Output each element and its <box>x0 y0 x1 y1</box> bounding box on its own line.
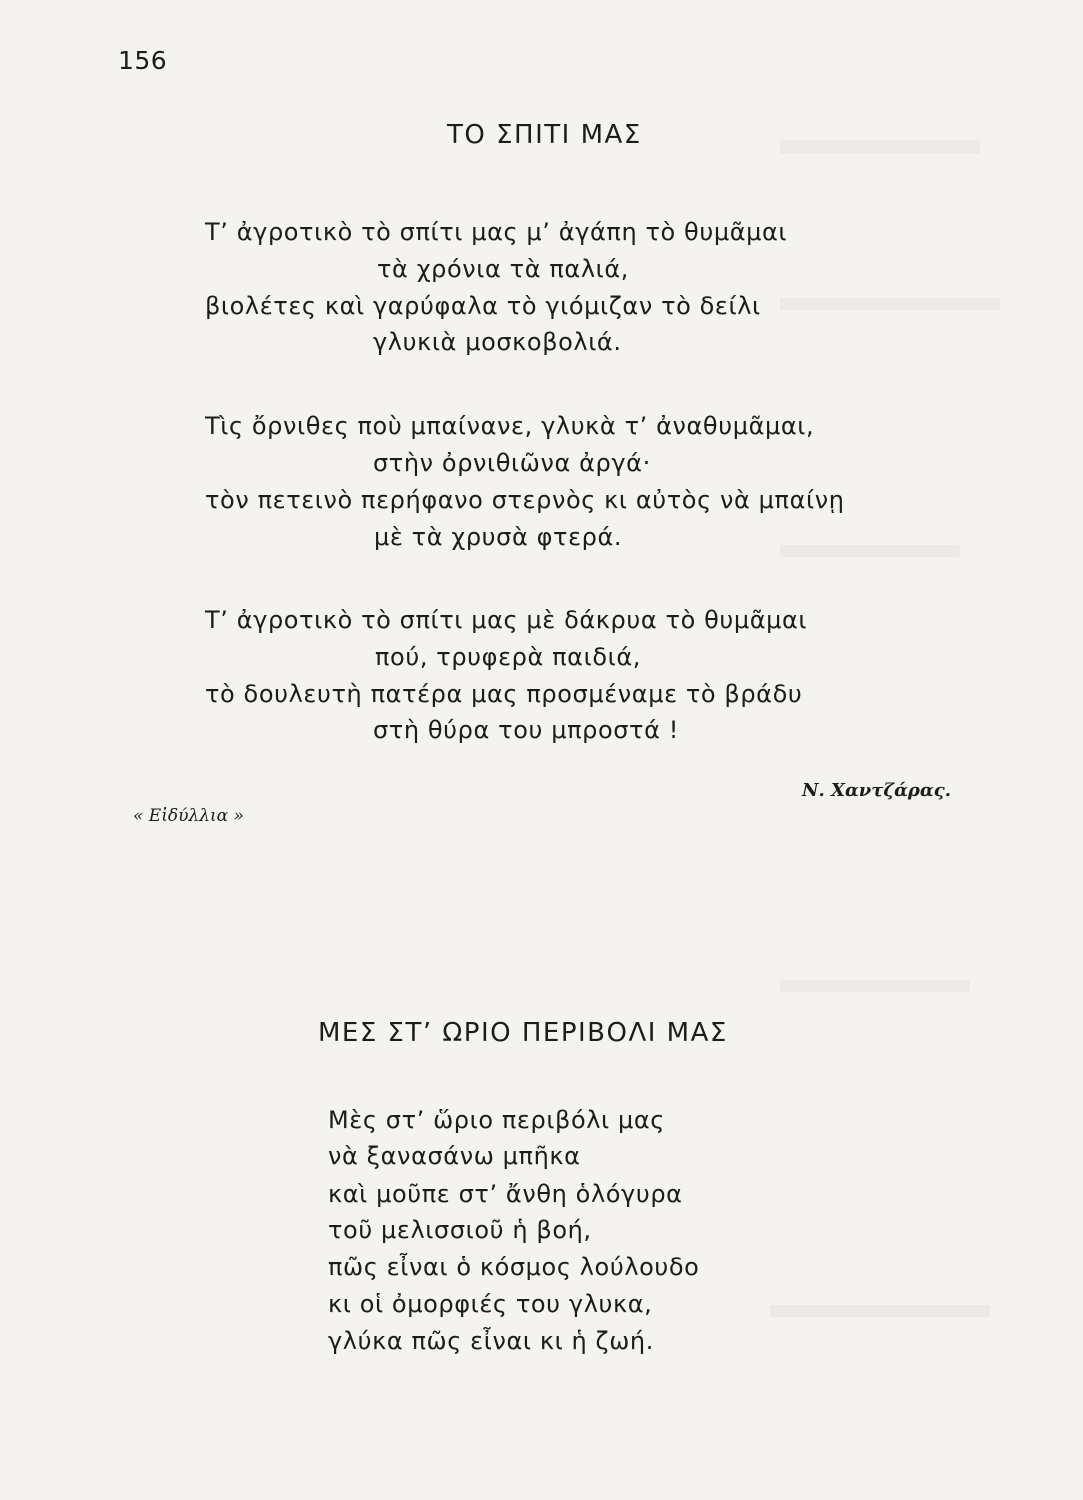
page-number: 156 <box>118 46 168 75</box>
poem-1-line: Τ’ ἀγροτικὸ τὸ σπίτι μας μὲ δάκρυα τὸ θυμᾶμαι <box>205 606 808 634</box>
poem-1-line: γλυκιὰ μοσκοβολιά. <box>373 328 622 356</box>
poem-2-line: τοῦ μελισσιοῦ ἡ βοή, <box>328 1216 592 1244</box>
poem-1-line: τὰ χρόνια τὰ παλιά, <box>377 255 629 283</box>
show-through-5 <box>770 1305 990 1317</box>
poem-1-line: μὲ τὰ χρυσὰ φτερά. <box>374 523 623 551</box>
poem-1-line: τὸ δουλευτὴ πατέρα μας προσμέναμε τὸ βράδυ <box>205 680 803 708</box>
poem-2-line: γλύκα πῶς εἶναι κι ἡ ζωή. <box>328 1327 654 1355</box>
poem-1-title: ΤΟ ΣΠΙΤΙ ΜΑΣ <box>447 120 642 150</box>
poem-2-line: Μὲς στ’ ὥριο περιβόλι μας <box>328 1106 665 1134</box>
poem-2-line: κι οἱ ὀμορφιές του γλυκα, <box>328 1290 653 1318</box>
poem-1-line: πού, τρυφερὰ παιδιά, <box>375 643 641 671</box>
poem-1-line: βιολέτες καὶ γαρύφαλα τὸ γιόμιζαν τὸ δείλι <box>205 292 761 320</box>
poem-2-line: πῶς εἶναι ὁ κόσμος λούλουδο <box>328 1253 700 1281</box>
poem-2-title: ΜΕΣ ΣΤ’ ΩΡΙΟ ΠΕΡΙΒΟΛΙ ΜΑΣ <box>318 1018 728 1048</box>
poem-1-author: Ν. Χαντζάρας. <box>802 780 951 801</box>
poem-1-line: Τὶς ὄρνιθες ποὺ μπαίνανε, γλυκὰ τ’ ἀναθυμᾶμαι, <box>205 412 815 440</box>
poem-1-source: « Εἰδύλλια » <box>133 806 244 826</box>
poem-1-line: τὸν πετεινὸ περήφανο στερνὸς κι αὐτὸς νὰ μπαίνῃ <box>205 486 845 514</box>
poem-2-line: καὶ μοῦπε στ’ ἄνθη ὁλόγυρα <box>328 1180 683 1208</box>
poem-1-line: στὴν ὀρνιθιῶνα ἀργά· <box>373 449 651 477</box>
show-through-3 <box>780 545 960 557</box>
show-through-1 <box>780 140 980 154</box>
show-through-4 <box>780 980 970 992</box>
poem-1-line: στὴ θύρα του μπροστά ! <box>373 716 679 744</box>
poem-1-line: Τ’ ἀγροτικὸ τὸ σπίτι μας μ’ ἀγάπη τὸ θυμᾶμαι <box>205 218 788 246</box>
show-through-2 <box>780 298 1000 310</box>
poem-2-line: νὰ ξανασάνω μπῆκα <box>328 1142 581 1170</box>
